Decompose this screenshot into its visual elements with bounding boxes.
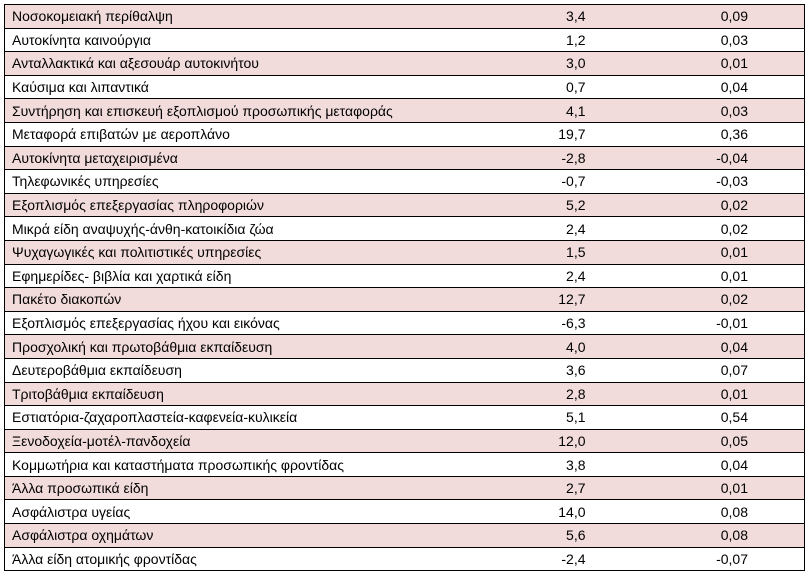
row-category-cell: Εστιατόρια-ζαχαροπλαστεία-καφενεία-κυλικεία bbox=[5, 406, 447, 430]
row-category-cell: Προσχολική και πρωτοβάθμια εκπαίδευση bbox=[5, 335, 447, 359]
row-category-cell: Εφημερίδες- βιβλία και χαρτικά είδη bbox=[5, 264, 447, 288]
row-category-cell: Δευτεροβάθμια εκπαίδευση bbox=[5, 358, 447, 382]
row-value1-cell: 3,6 bbox=[447, 358, 592, 382]
table-row bbox=[5, 406, 805, 430]
row-value1-cell: 4,1 bbox=[447, 99, 592, 123]
row-value1-cell: 5,1 bbox=[447, 406, 592, 430]
table-row bbox=[5, 52, 805, 76]
table-row bbox=[5, 476, 805, 500]
row-value2-cell: 0,07 bbox=[592, 358, 805, 382]
table-row bbox=[5, 99, 805, 123]
row-value2-cell: -0,04 bbox=[592, 146, 805, 170]
row-value2-cell: 0,54 bbox=[592, 406, 805, 430]
table-body bbox=[5, 5, 805, 571]
row-value1-cell: 5,2 bbox=[447, 193, 592, 217]
row-value1-cell: -2,8 bbox=[447, 146, 592, 170]
table-row bbox=[5, 429, 805, 453]
row-value1-cell: 3,0 bbox=[447, 52, 592, 76]
row-category-cell: Εξοπλισμός επεξεργασίας ήχου και εικόνας bbox=[5, 311, 447, 335]
row-value2-cell: -0,07 bbox=[592, 547, 805, 571]
row-value2-cell: 0,08 bbox=[592, 500, 805, 524]
row-value2-cell: 0,05 bbox=[592, 429, 805, 453]
table-row bbox=[5, 28, 805, 52]
row-category-cell: Άλλα προσωπικά είδη bbox=[5, 476, 447, 500]
row-value1-cell: 2,8 bbox=[447, 382, 592, 406]
row-value1-cell: 19,7 bbox=[447, 122, 592, 146]
row-value1-cell: -2,4 bbox=[447, 547, 592, 571]
row-value2-cell: 0,09 bbox=[592, 5, 805, 29]
row-category-cell: Άλλα είδη ατομικής φροντίδας bbox=[5, 547, 447, 571]
table-row bbox=[5, 288, 805, 312]
row-value1-cell: 12,7 bbox=[447, 288, 592, 312]
table-row bbox=[5, 311, 805, 335]
row-category-cell: Αυτοκίνητα μεταχειρισμένα bbox=[5, 146, 447, 170]
table-row bbox=[5, 453, 805, 477]
table-row bbox=[5, 217, 805, 241]
row-value2-cell: 0,01 bbox=[592, 476, 805, 500]
row-value2-cell: 0,01 bbox=[592, 52, 805, 76]
table-row bbox=[5, 335, 805, 359]
row-category-cell: Πακέτο διακοπών bbox=[5, 288, 447, 312]
row-category-cell: Εξοπλισμός επεξεργασίας πληροφοριών bbox=[5, 193, 447, 217]
row-value2-cell: 0,04 bbox=[592, 453, 805, 477]
table-row bbox=[5, 547, 805, 571]
table-row bbox=[5, 358, 805, 382]
row-category-cell: Καύσιμα και λιπαντικά bbox=[5, 75, 447, 99]
row-value1-cell: -0,7 bbox=[447, 170, 592, 194]
row-category-cell: Μικρά είδη αναψυχής-άνθη-κατοικίδια ζώα bbox=[5, 217, 447, 241]
table-row bbox=[5, 170, 805, 194]
row-value2-cell: 0,03 bbox=[592, 28, 805, 52]
row-category-cell: Ασφάλιστρα οχημάτων bbox=[5, 524, 447, 548]
row-value2-cell: 0,08 bbox=[592, 524, 805, 548]
row-value2-cell: 0,04 bbox=[592, 75, 805, 99]
row-category-cell: Ανταλλακτικά και αξεσουάρ αυτοκινήτου bbox=[5, 52, 447, 76]
row-value2-cell: 0,01 bbox=[592, 382, 805, 406]
row-value2-cell: -0,03 bbox=[592, 170, 805, 194]
row-value1-cell: 3,4 bbox=[447, 5, 592, 29]
data-table-container bbox=[4, 4, 804, 571]
row-category-cell: Τηλεφωνικές υπηρεσίες bbox=[5, 170, 447, 194]
row-value1-cell: 14,0 bbox=[447, 500, 592, 524]
table-row bbox=[5, 240, 805, 264]
row-value1-cell: -6,3 bbox=[447, 311, 592, 335]
row-value2-cell: 0,01 bbox=[592, 240, 805, 264]
row-category-cell: Αυτοκίνητα καινούργια bbox=[5, 28, 447, 52]
row-value2-cell: 0,36 bbox=[592, 122, 805, 146]
data-table bbox=[4, 4, 805, 571]
table-row bbox=[5, 193, 805, 217]
table-row bbox=[5, 122, 805, 146]
row-value2-cell: 0,03 bbox=[592, 99, 805, 123]
row-category-cell: Μεταφορά επιβατών με αεροπλάνο bbox=[5, 122, 447, 146]
row-value1-cell: 1,5 bbox=[447, 240, 592, 264]
row-category-cell: Ξενοδοχεία-μοτέλ-πανδοχεία bbox=[5, 429, 447, 453]
row-value2-cell: 0,02 bbox=[592, 193, 805, 217]
row-value1-cell: 1,2 bbox=[447, 28, 592, 52]
row-category-cell: Νοσοκομειακή περίθαλψη bbox=[5, 5, 447, 29]
row-category-cell: Κομμωτήρια και καταστήματα προσωπικής φροντίδας bbox=[5, 453, 447, 477]
row-category-cell: Συντήρηση και επισκευή εξοπλισμού προσωπικής μεταφοράς bbox=[5, 99, 447, 123]
table-row bbox=[5, 75, 805, 99]
row-value1-cell: 4,0 bbox=[447, 335, 592, 359]
row-value1-cell: 12,0 bbox=[447, 429, 592, 453]
table-row bbox=[5, 382, 805, 406]
row-category-cell: Ασφάλιστρα υγείας bbox=[5, 500, 447, 524]
table-row bbox=[5, 524, 805, 548]
row-category-cell: Τριτοβάθμια εκπαίδευση bbox=[5, 382, 447, 406]
row-value1-cell: 2,4 bbox=[447, 217, 592, 241]
table-row bbox=[5, 146, 805, 170]
row-value2-cell: 0,01 bbox=[592, 264, 805, 288]
row-value1-cell: 2,4 bbox=[447, 264, 592, 288]
row-category-cell: Ψυχαγωγικές και πολιτιστικές υπηρεσίες bbox=[5, 240, 447, 264]
row-value1-cell: 3,8 bbox=[447, 453, 592, 477]
table-row bbox=[5, 264, 805, 288]
row-value2-cell: 0,02 bbox=[592, 217, 805, 241]
row-value1-cell: 2,7 bbox=[447, 476, 592, 500]
table-row bbox=[5, 500, 805, 524]
row-value1-cell: 0,7 bbox=[447, 75, 592, 99]
row-value2-cell: 0,02 bbox=[592, 288, 805, 312]
row-value2-cell: 0,04 bbox=[592, 335, 805, 359]
row-value1-cell: 5,6 bbox=[447, 524, 592, 548]
row-value2-cell: -0,01 bbox=[592, 311, 805, 335]
table-row bbox=[5, 5, 805, 29]
